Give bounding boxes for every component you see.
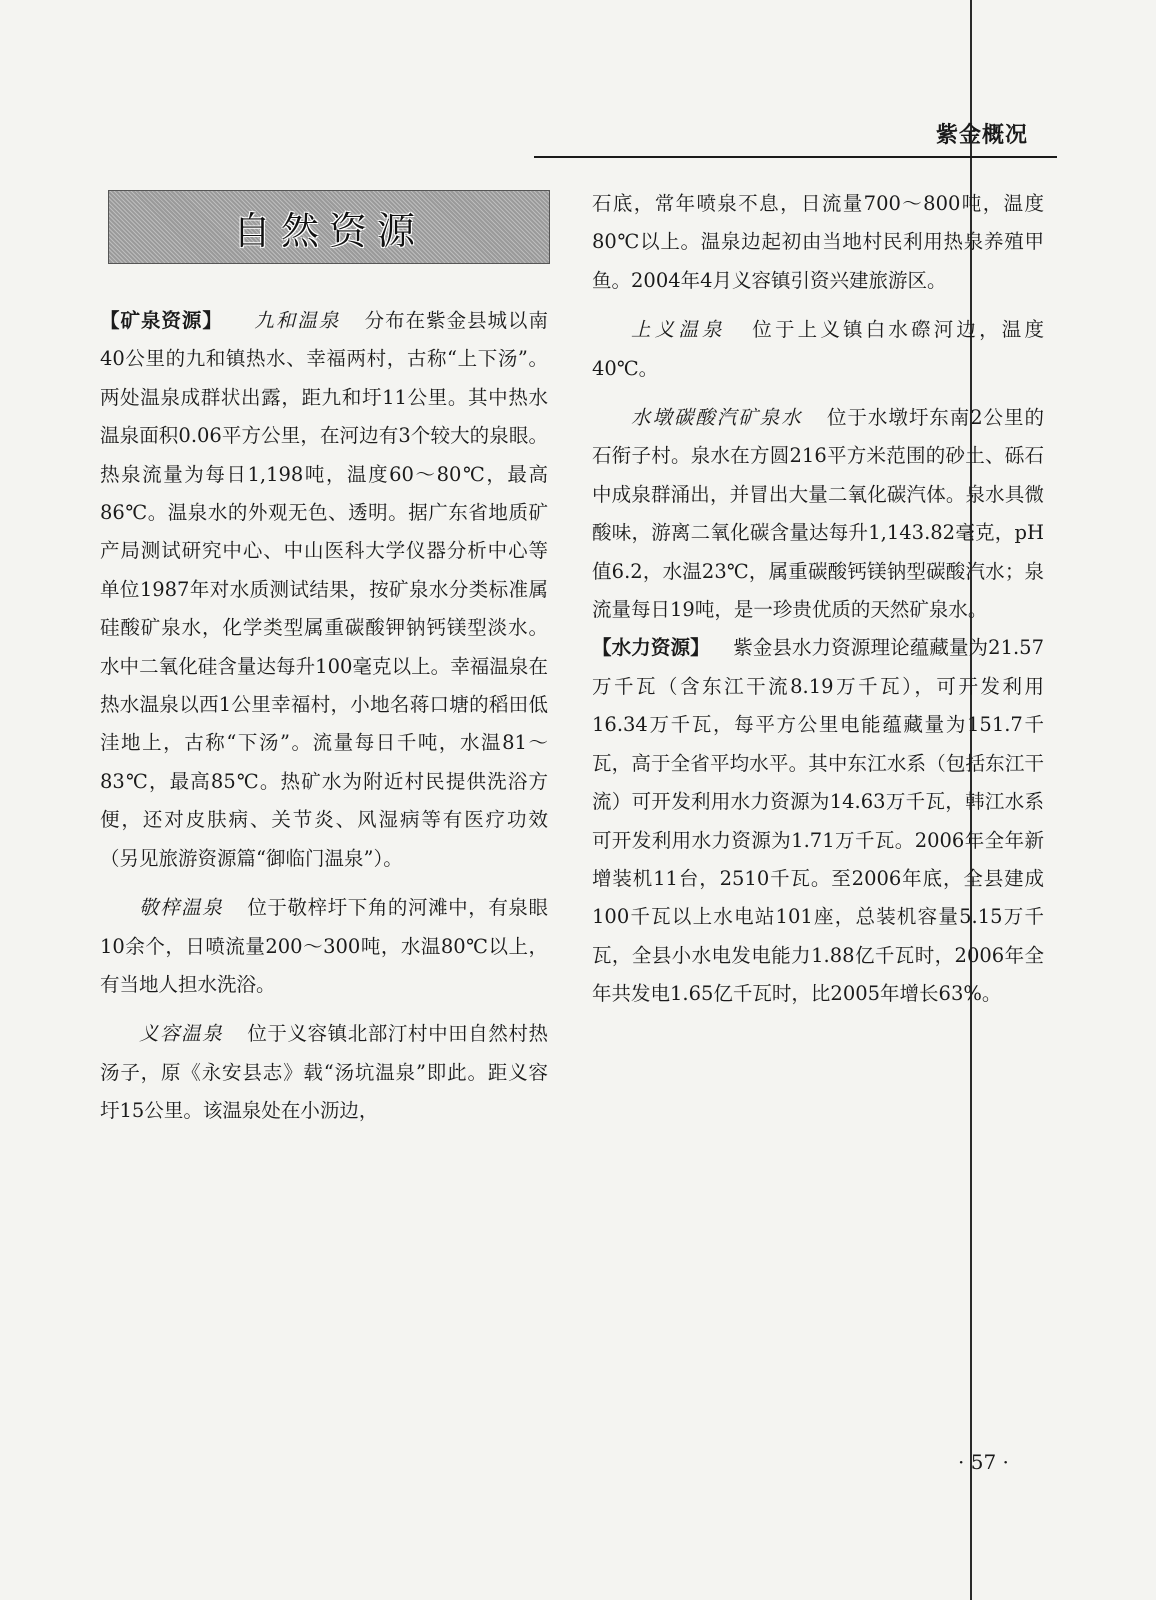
paragraph-mineral-springs bbox=[100, 302, 548, 878]
paragraph-text: 石底，常年喷泉不息，日流量700～800吨，温度80℃以上。温泉边起初由当地村民利用热泉养殖甲鱼。2004年4月义容镇引资兴建旅游区。 bbox=[592, 192, 1044, 292]
subheading: 上义温泉 bbox=[631, 318, 726, 342]
paragraph-text: 位于敬梓圩下角的河滩中，有泉眼10余个，日喷流量200～300吨，水温80℃以上，有当地人担水洗浴。 bbox=[100, 896, 548, 996]
paragraph-jingzi bbox=[100, 889, 548, 1004]
right-column bbox=[592, 185, 1044, 1014]
section-label: 【水力资源】 bbox=[592, 636, 710, 660]
paragraph-hydropower bbox=[592, 629, 1044, 1013]
paragraph-yirong bbox=[100, 1015, 548, 1130]
section-title: 自然资源 bbox=[232, 208, 425, 253]
subheading: 水墩碳酸汽矿泉水 bbox=[631, 406, 803, 430]
paragraph-shuidun bbox=[592, 399, 1044, 629]
paragraph-text: 位于水墩圩东南2公里的石衔子村。泉水在方圆216平方米范围的砂土、砾石中成泉群涌出，并冒出大量二氧化碳汽体。泉水具微酸味，游离二氧化碳含量达每升1,143.82毫克，pH值6.2，水温23℃，属重碳酸钙镁钠型碳酸汽水；泉流量每日19吨，是一珍贵优质的天然矿泉水。 bbox=[592, 406, 1044, 622]
page-number: · 57 · bbox=[958, 1450, 1009, 1474]
paragraph-yirong-cont bbox=[592, 185, 1044, 300]
subheading: 九和温泉 bbox=[253, 309, 341, 332]
running-header: 紫金概况 bbox=[935, 123, 1028, 148]
paragraph-text: 位于义容镇北部汀村中田自然村热汤子，原《永安县志》载“汤坑温泉”即此。距义容圩15公里。该温泉处在小沥边， bbox=[100, 1022, 548, 1123]
paragraph-text: 分布在紫金县城以南40公里的九和镇热水、幸福两村，古称“上下汤”。两处温泉成群状出露，距九和圩11公里。其中热水温泉面积0.06平方公里，在河边有3个较大的泉眼。热泉流量为每日1,198吨，温度60～80℃，最高86℃。温泉水的外观无色、透明。据广东省地质矿产局测试研究中心、中山医科大学仪器分析中心等单位1987年对水质测试结果，按矿泉水分类标准属硅酸矿泉水，化学类型属重碳酸钾钠钙镁型淡水。水中二氧化硅含量达每升100毫克以上。幸福温泉在热水温泉以西1公里幸福村，小地名蒋口塘的稻田低洼地上，古称“下汤”。流量每日千吨，水温81～83℃，最高85℃。热矿水为附近村民提供洗浴方便，还对皮肤病、关节炎、风湿病等有医疗功效（另见旅游资源篇“御临门温泉”）。 bbox=[100, 309, 548, 870]
paragraph-text: 紫金县水力资源理论蕴藏量为21.57万千瓦（含东江干流8.19万千瓦），可开发利用16.34万千瓦，每平方公里电能蕴藏量为151.7千瓦，高于全省平均水平。其中东江水系（包括东江干流）可开发利用水力资源为14.63万千瓦，韩江水系可开发利用水力资源为1.71万千瓦。2006年全年新增装机11台，2510千瓦。至2006年底，全县建成100千瓦以上水电站101座，总装机容量5.15万千瓦，全县小水电发电能力1.88亿千瓦时，2006年全年共发电1.65亿千瓦时，比2005年增长63%。 bbox=[592, 636, 1044, 1006]
paragraph-shangyi bbox=[592, 311, 1044, 388]
header-rule bbox=[534, 156, 1057, 158]
section-label: 【矿泉资源】 bbox=[100, 309, 223, 332]
section-banner bbox=[108, 190, 550, 264]
left-column bbox=[100, 302, 548, 1131]
subheading: 敬梓温泉 bbox=[139, 896, 224, 920]
paragraph-text: 位于上义镇白水磜河边，温度40℃。 bbox=[592, 318, 1044, 380]
subheading: 义容温泉 bbox=[139, 1022, 224, 1046]
